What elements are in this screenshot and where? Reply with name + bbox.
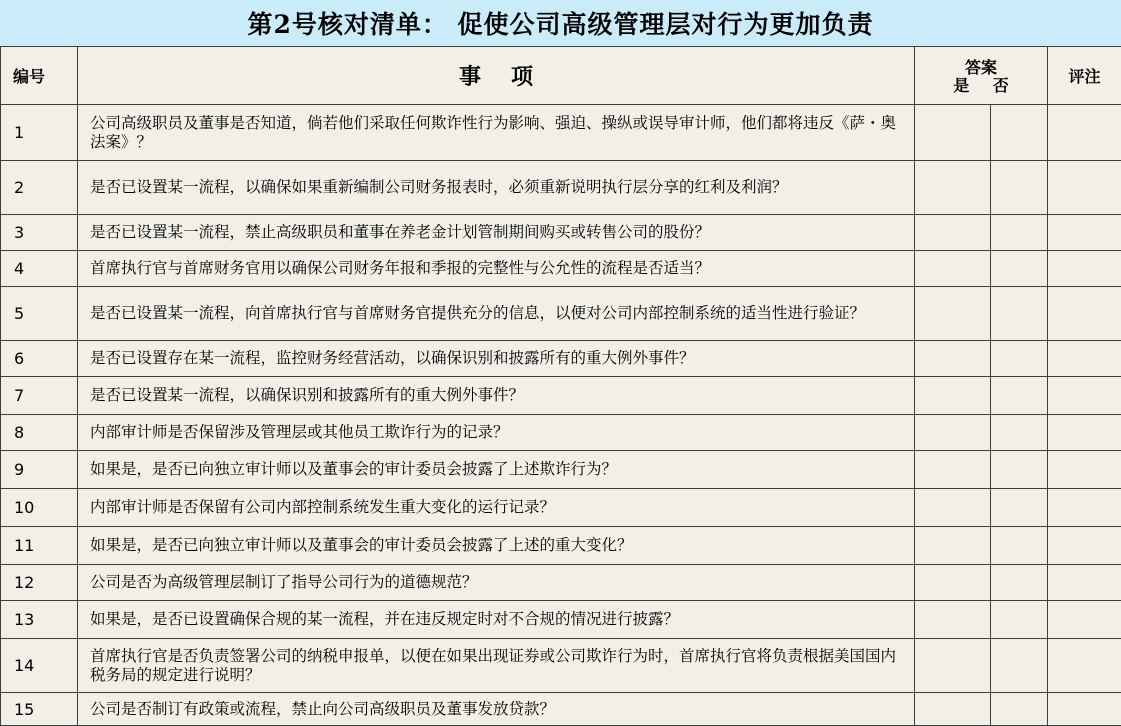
header-answer-options <box>915 77 1047 95</box>
answer-no-cell[interactable] <box>991 105 1048 161</box>
answer-no-cell[interactable] <box>991 287 1048 341</box>
row-number: 15 <box>1 693 78 726</box>
row-item-text: 公司是否制订有政策或流程，禁止向公司高级职员及董事发放贷款？ <box>78 693 915 726</box>
header-yes: 是 <box>953 76 969 95</box>
table-row <box>1 527 1121 565</box>
answer-yes-cell[interactable] <box>915 105 991 161</box>
row-item-text: 是否已设置某一流程，以确保如果重新编制公司财务报表时，必须重新说明执行层分享的红利及利润？ <box>78 161 915 215</box>
table-row <box>1 639 1121 693</box>
note-cell[interactable] <box>1048 377 1121 415</box>
note-cell[interactable] <box>1048 287 1121 341</box>
table-row <box>1 451 1121 489</box>
answer-yes-cell[interactable] <box>915 287 991 341</box>
table-row <box>1 251 1121 287</box>
answer-yes-cell[interactable] <box>915 341 991 377</box>
answer-yes-cell[interactable] <box>915 215 991 251</box>
answer-yes-cell[interactable] <box>915 377 991 415</box>
note-cell[interactable] <box>1048 215 1121 251</box>
note-cell[interactable] <box>1048 527 1121 565</box>
answer-no-cell[interactable] <box>991 251 1048 287</box>
note-cell[interactable] <box>1048 565 1121 601</box>
header-number: 编号 <box>1 47 78 105</box>
header-answer <box>915 47 1048 105</box>
row-number: 6 <box>1 341 78 377</box>
row-item-text: 如果是，是否已向独立审计师以及董事会的审计委员会披露了上述欺诈行为？ <box>78 451 915 489</box>
row-number: 4 <box>1 251 78 287</box>
row-item-text: 内部审计师是否保留涉及管理层或其他员工欺诈行为的记录？ <box>78 415 915 451</box>
row-number: 5 <box>1 287 78 341</box>
note-cell[interactable] <box>1048 105 1121 161</box>
row-number: 12 <box>1 565 78 601</box>
answer-no-cell[interactable] <box>991 601 1048 639</box>
table-row <box>1 565 1121 601</box>
answer-yes-cell[interactable] <box>915 601 991 639</box>
row-item-text: 公司是否为高级管理层制订了指导公司行为的道德规范？ <box>78 565 915 601</box>
answer-no-cell[interactable] <box>991 341 1048 377</box>
row-number: 2 <box>1 161 78 215</box>
row-item-text: 公司高级职员及董事是否知道，倘若他们采取任何欺诈性行为影响、强迫、操纵或误导审计师，他们都将违反《萨・奥法案》？ <box>78 105 915 161</box>
header-item: 事项 <box>78 47 915 105</box>
note-cell[interactable] <box>1048 161 1121 215</box>
answer-no-cell[interactable] <box>991 377 1048 415</box>
header-answer-label: 答案 <box>965 58 997 77</box>
table-row <box>1 601 1121 639</box>
answer-no-cell[interactable] <box>991 565 1048 601</box>
answer-no-cell[interactable] <box>991 415 1048 451</box>
table-row <box>1 489 1121 527</box>
table-row <box>1 377 1121 415</box>
answer-yes-cell[interactable] <box>915 639 991 693</box>
answer-yes-cell[interactable] <box>915 415 991 451</box>
table-row <box>1 215 1121 251</box>
table-row <box>1 105 1121 161</box>
note-cell[interactable] <box>1048 341 1121 377</box>
row-item-text: 如果是，是否已设置确保合规的某一流程，并在违反规定时对不合规的情况进行披露？ <box>78 601 915 639</box>
table-row <box>1 341 1121 377</box>
row-item-text: 如果是，是否已向独立审计师以及董事会的审计委员会披露了上述的重大变化？ <box>78 527 915 565</box>
row-number: 3 <box>1 215 78 251</box>
row-number: 11 <box>1 527 78 565</box>
row-number: 1 <box>1 105 78 161</box>
note-cell[interactable] <box>1048 639 1121 693</box>
table-row <box>1 287 1121 341</box>
header-row <box>1 47 1121 105</box>
row-number: 7 <box>1 377 78 415</box>
row-number: 9 <box>1 451 78 489</box>
row-item-text: 首席执行官是否负责签署公司的纳税申报单，以便在如果出现证券或公司欺诈行为时，首席执行官将负责根据美国国内税务局的规定进行说明？ <box>78 639 915 693</box>
answer-no-cell[interactable] <box>991 215 1048 251</box>
answer-yes-cell[interactable] <box>915 251 991 287</box>
row-item-text: 是否已设置存在某一流程，监控财务经营活动，以确保识别和披露所有的重大例外事件？ <box>78 341 915 377</box>
answer-yes-cell[interactable] <box>915 489 991 527</box>
answer-yes-cell[interactable] <box>915 565 991 601</box>
answer-no-cell[interactable] <box>991 451 1048 489</box>
table-row <box>1 415 1121 451</box>
checklist-body <box>1 105 1121 726</box>
row-number: 8 <box>1 415 78 451</box>
answer-no-cell[interactable] <box>991 527 1048 565</box>
answer-no-cell[interactable] <box>991 639 1048 693</box>
title-bar <box>0 0 1121 46</box>
row-number: 10 <box>1 489 78 527</box>
table-row <box>1 161 1121 215</box>
note-cell[interactable] <box>1048 489 1121 527</box>
row-item-text: 内部审计师是否保留有公司内部控制系统发生重大变化的运行记录？ <box>78 489 915 527</box>
answer-no-cell[interactable] <box>991 161 1048 215</box>
row-item-text: 是否已设置某一流程，以确保识别和披露所有的重大例外事件？ <box>78 377 915 415</box>
row-item-text: 是否已设置某一流程，禁止高级职员和董事在养老金计划管制期间购买或转售公司的股份？ <box>78 215 915 251</box>
header-note: 评注 <box>1048 47 1121 105</box>
answer-yes-cell[interactable] <box>915 527 991 565</box>
page-title: 第2号核对清单： 促使公司高级管理层对行为更加负责 <box>247 5 873 41</box>
note-cell[interactable] <box>1048 451 1121 489</box>
note-cell[interactable] <box>1048 251 1121 287</box>
note-cell[interactable] <box>1048 415 1121 451</box>
row-item-text: 是否已设置某一流程，向首席执行官与首席财务官提供充分的信息，以便对公司内部控制系统的适当性进行验证？ <box>78 287 915 341</box>
row-number: 14 <box>1 639 78 693</box>
row-item-text: 首席执行官与首席财务官用以确保公司财务年报和季报的完整性与公允性的流程是否适当？ <box>78 251 915 287</box>
header-no: 否 <box>993 76 1009 95</box>
answer-yes-cell[interactable] <box>915 161 991 215</box>
answer-yes-cell[interactable] <box>915 451 991 489</box>
row-number: 13 <box>1 601 78 639</box>
note-cell[interactable] <box>1048 601 1121 639</box>
answer-no-cell[interactable] <box>991 489 1048 527</box>
checklist-table <box>0 46 1121 726</box>
